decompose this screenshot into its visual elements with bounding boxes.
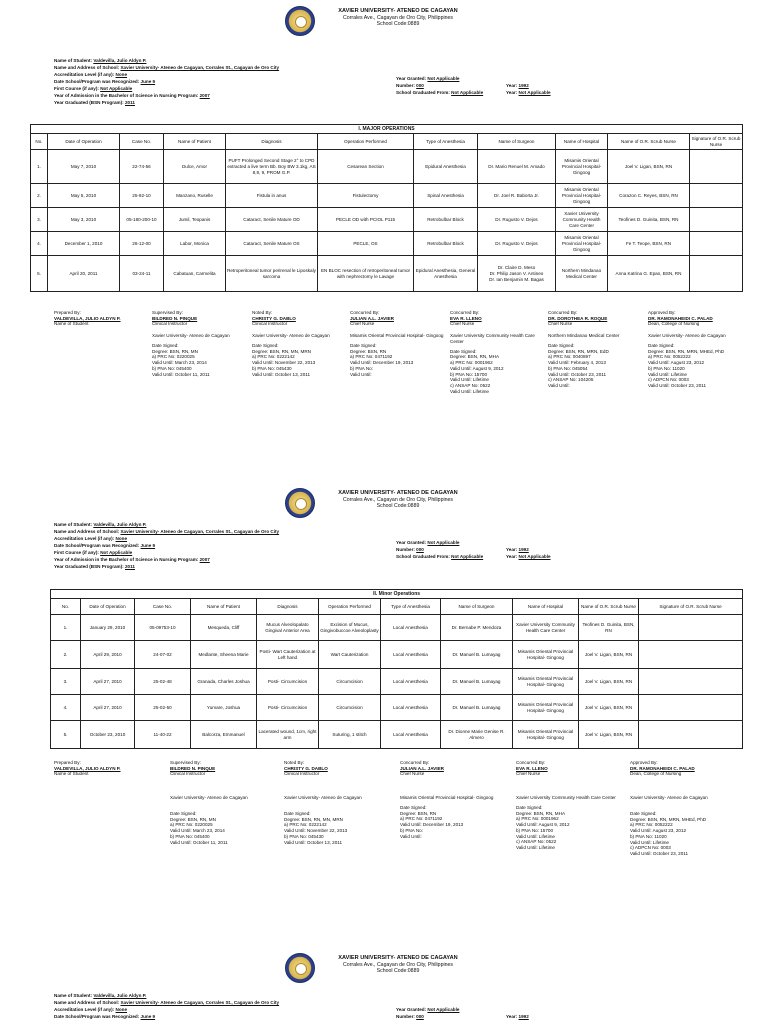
signatories: Prepared By: VALDEVILLA, JULIO ALDYN P. Name of Student Supervised By: BILDRED N. PINQUE Clinical Instructor Xavier University- Ateneo de Cagayan Date Signed: Degree: BSN, RN, MN a) PRC No: 0220025 Valid Until: March 23, 2014 b) PNA No: 045400 Valid Until: October 11, 2011 Noted By: CHRISTY G. DABLO Clinical Instructor Xavier University- Ateneo de Cagayan Date Signed: Degree: BSN, RN, MN, MRN a) PRC No: 0222142 Valid Until: November 22, 2013 b) PNA No: 045430 Valid Until: October 13, 2011 Concurred By: JULIAN A.L. JAVIER Chief Nurse Misamis Oriental Provincial Hospital- Gingoog Date Signed: Degree: BSN, RN a) PRC No: 0471192 Valid Until: December 19, 2013 b) PNA No: Valid Until: Concurred By: EVA R. LLENO Chief Nurse Xavier University Community Health Care Center Date Signed: Degree: BSN, RN, MHA a) PRC No: 0001962 Valid Until: August 9, 2012 b) PNA No: 15700 Valid Until: Lifetime c) ANSAP No: 0522 Valid Until: Lifetime Approved By: DR. RAMONAHEIDI C. PALAD Dean, College of Nursing Xavier University- Ateneo de Cagayan Date Signed: Degree: BSN, RN, MRN, MHEd, PhD a) PRC No: 0052222 Valid Until: August 23, 2012 b) PNA No: 11020 Valid Until: Lifetime c) ADPCN No: 0003 Valid Until: October 23, 2011: [54, 760, 708, 857]
minor-operations-table: [50, 589, 743, 749]
major-operations-table: [30, 124, 743, 292]
table-row: 1. May 7, 2010 22-74-56 Dulce, Amor PUFT Prolonged Second Stage 2° to CPD extracted a live term Bb. Boy BW 3.1kg, AS 8,9, 9, PROM G.P. Cesarean Section Epidural Anesthesia Dr. Mario Renuel M. Amado Misamis Oriental Provincial Hospital- Gingoog Joel V. Ligan, BSN, RN: [31, 150, 743, 184]
major-title: I. MAJOR OPERATIONS: [31, 125, 743, 134]
minor-title: II. Minor Operations: [51, 590, 743, 599]
table-row: 1. January 29, 2010 05-09753-10 Mesqueda, Cliff Mucus Alveolopalato Gingival Anterior Area Excision of Mucus, Gingivobuccoe Alveoloplasty Local Anesthesia Dr. Bernabe P. Mendoza Xavier University Community Health Care Center Teofines D. Guinita, BSN, RN: [51, 615, 743, 641]
university-seal-icon: [285, 488, 315, 518]
university-seal-icon: [285, 6, 315, 36]
signatory-name: EVA R. LLENO: [450, 315, 482, 321]
table-row: 4. December 1, 2010 26-12-00 Labor, Monica Cataract, Senile Mature OS PECLE, OS Retrobulbar Block Dr. Rugusto V. Dejos Misamis Oriental Provincial Hospital- Gingoog Fe T. Teope, BSN, RN: [31, 232, 743, 256]
signatory-name: BILDRED N. PINQUE: [152, 315, 198, 321]
student-name: Valdevilla, Julio Aldyn P.: [93, 58, 147, 63]
signatory-name: VALDEVILLA, JULIO ALDYN P.: [54, 315, 121, 321]
school-name: XAVIER UNIVERSITY- ATENEO DE CAGAYAN: [338, 8, 458, 14]
signatory-name: DR. DOROTHEA R. ROQUE: [548, 315, 608, 321]
table-row: 5. October 23, 2010 11-40-22 Balcorza, Emmanuel Lacerated wound, 1cm, right arm Suturing, 1 stitch Local Anesthesia Dr. Dionne Marie Genise R. Almero Misamis Oriental Provincial Hospital- Gingoog Joel V. Ligan, BSN, RN: [51, 721, 743, 749]
signatory-name: CHRISTY G. DABLO: [252, 315, 296, 321]
table-row: 5. April 20, 2011 03-24-11 Cabatuan, Carmelita Retroperitoneal tumor perirenal le Liposkaly sarcoma EN BLOC resection of retroperitoneal tumor with nephrectomy le Lavage Epidural Anesthesia, General Anesthesia Dr. Claire D. Meso Dr. Philip Jason V. Antineo Dr. Ian Benjamin M. Bagas Northern Mindanao Medical Center Anna Katrina G. Epan, BSN, RN: [31, 256, 743, 292]
major-header-row: No. Date of Operation Case No. Name of Patient Diagnosis Operation Performed Type of Anesthesia Name of Surgeon Name of Hospital Name of O.R. Scrub Nurse Signature of O.R. Scrub Nurse: [31, 134, 743, 150]
school-code: School Code:0889: [376, 21, 420, 28]
table-row: 3. April 27, 2010 25-02-48 Granada, Charles Joshua Posti- Circumcision Circumcision Local Anesthesia Dr. Manuel B. Lumayag Misamis Oriental Provincial Hospital- Gingoog Joel V. Ligan, BSN, RN: [51, 669, 743, 695]
school-address: Corrales Ave., Cagayan de Oro City, Philippines: [343, 14, 453, 21]
table-row: 4. April 27, 2010 25-02-50 Yumare, Joshua Posti- Circumcision Circumcision Local Anesthesia Dr. Manuel B. Lumayag Misamis Oriental Provincial Hospital- Gingoog Joel V. Ligan, BSN, RN: [51, 695, 743, 721]
student-info: Name of Student: Valdevilla, Julio Aldyn P. Name and Address of School: Xavier University- Ateneo de Cagayan, Corrales St., Cagayan de Oro City Accreditation Level (if any): None Date School/Program was Recognized: June 9 First Course (if any): Not Applicable Year of Admission in the Bachelor of Science in Nursing Program: 2007 Year Graduated (BSN Program): 2011 Year Granted: Not Applicable Number: 000 Year: 1992 School Graduated From: Not Applicable Year: Not Applicable: [54, 522, 551, 569]
school-header: [0, 6, 768, 40]
school-header: XAVIER UNIVERSITY- ATENEO DE CAGAYAN Corrales Ave., Cagayan de Oro City, Philippines School Code:0889: [0, 953, 768, 987]
university-seal-icon: [285, 953, 315, 983]
table-row: 3. May 3, 2010 05-180-200-10 Jumil, Teopanis Cataract, Senile Mature OD PECLE OD with PCIOL P115 Retrobulbar Block Dr. Rugusto V. Dejos Xavier University Community Health Care Center Teofines D. Guinita, BSN, RN: [31, 208, 743, 232]
signatory-name: DR. RAMONAHEIDI C. PALAD: [648, 315, 713, 321]
signatories: Prepared By: VALDEVILLA, JULIO ALDYN P. Name of Student Supervised By: BILDRED N. PINQUE Clinical Instructor Xavier University- Ateneo de Cagayan Date Signed: Degree: BSN, RN, MN a) PRC No: 0220025 Valid Until: March 23, 2014 b) PNA No: 045400 Valid Until: October 11, 2011 Noted By: CHRISTY G. DABLO Clinical Instructor Xavier University- Ateneo de Cagayan Date Signed: Degree: BSN, RN, MN, MRN a) PRC No: 0222142 Valid Until: November 22, 2013 b) PNA No: 045430 Valid Until: October 13, 2011 Concurred By: JULIAN A.L. JAVIER Chief Nurse Misamis Oriental Provincial Hospital- Gingoog Date Signed: Degree: BSN, RN a) PRC No: 0471192 Valid Until: December 19, 2013 b) PNA No: Valid Until: Concurred By: EVA R. LLENO Chief Nurse Xavier University Community Health Care Center Date Signed: Degree: BSN, RN, MHA a) PRC No: 0001962 Valid Until: August 9, 2012 b) PNA No: 15700 Valid Until: Lifetime c) ANSAP No: 0522 Valid Until: Lifetime Concurred By: DR. DOROTHEA R. ROQUE Chief Nurse Northern Mindanao Medical Center Date Signed: Degree: BSN, RN, MRN, EdD a) PRC No: 0040897 Valid Until: February 4, 2013 b) PNA No: 045054 Valid Until: October 23, 2011 c) ANSAP No: 104205 Valid Until: Approved By: DR. RAMONAHEIDI C. PALAD Dean, College of Nursing Xavier University- Ateneo de Cagayan Date Signed: Degree: BSN, RN, MRN, MHEd, PhD a) PRC No: 0052222 Valid Until: August 23, 2012 b) PNA No: 11020 Valid Until: Lifetime c) ADPCN No: 0003 Valid Until: October 23, 2011: [54, 310, 754, 435]
signatory-name: JULIAN A.L. JAVIER: [350, 315, 394, 321]
school-header: XAVIER UNIVERSITY- ATENEO DE CAGAYAN Corrales Ave., Cagayan de Oro City, Philippines School Code:0889: [0, 488, 768, 522]
table-row: 2. May 5, 2010 25-92-10 Manzano, Ruselle Fistula in anus Fistulectomy Spinal Anesthesia Dr. Joel R. Baborta Jr. Misamis Oriental Provincial Hospital- Gingoog Corazon C. Reyes, BSN, RN: [31, 184, 743, 208]
table-row: 2. April 29, 2010 24-07-02 Medlante, Sheena Marie Posti- Wart Cauterization at Left hand Wart Cauterization Local Anesthesia Dr. Manuel B. Lumayag Misamis Oriental Provincial Hospital- Gingoog Joel V. Ligan, BSN, RN: [51, 641, 743, 669]
minor-header-row: No. Date of Operation Case No. Name of Patient Diagnosis Operation Performed Type of Anesthesia Name of Surgeon Name of Hospital Name of O.R. Scrub Nurse Signature of O.R. Scrub Nurse: [51, 599, 743, 615]
student-info: Name of Student: Valdevilla, Julio Aldyn P. Name and Address of School: Xavier University- Ateneo de Cagayan, Corrales St., Cagayan de Oro City Accreditation Level (if any): None Date School/Program was Recognized: June 9 Year Granted: Not Applicable Number: 000 Year: 1992: [54, 993, 529, 1019]
student-info: Name of Student: Valdevilla, Julio Aldyn P. Name and Address of School: Xavier University- Ateneo de Cagayan, Corrales St., Cagayan de Oro City Accreditation Level (if any): None Date School/Program was Recognized: June 9 First Course (if any): Not Applicable Year of Admission in the Bachelor of Science in Nursing Program: 2007 Year Graduated (BSN Program): 2011 Year Granted: Not Applicable Number: 000 Year: 1992 School Graduated From: Not Applicable Year: Not Applicable: [54, 58, 551, 105]
